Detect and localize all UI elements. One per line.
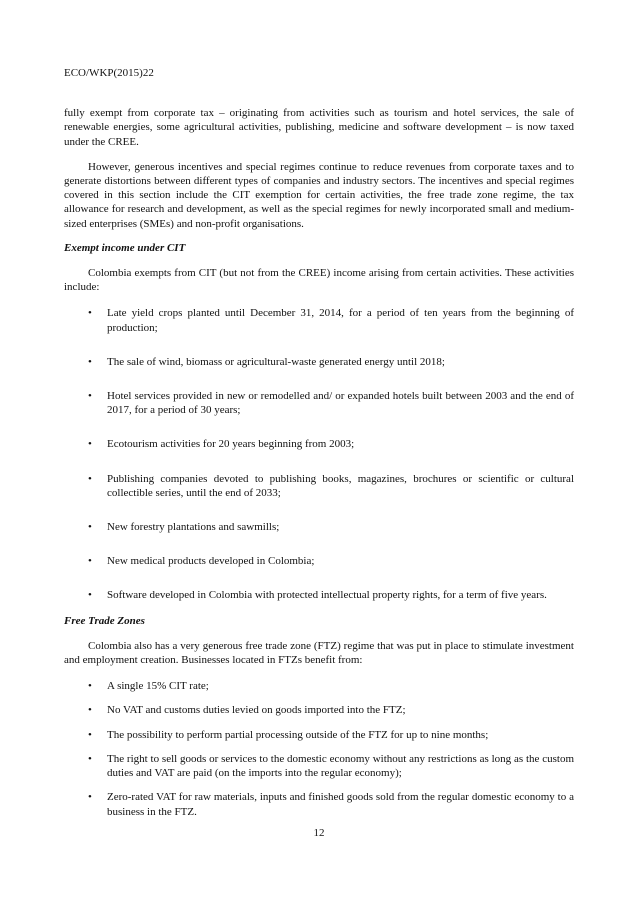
section-intro: Colombia also has a very generous free trade zone (FTZ) regime that was put in place to stimulate investment and employment creation. Businesses located in FTZs benefit from:: [64, 639, 574, 667]
section-heading-free-trade-zones: Free Trade Zones: [64, 614, 145, 627]
bullet-icon: •: [88, 791, 92, 804]
list-item: • No VAT and customs duties levied on goods imported into the FTZ;: [88, 704, 406, 717]
list-item: • Publishing companies devoted to publishing books, magazines, brochures or scientific or cultural collectible series, until the end of 2033;: [88, 472, 574, 499]
bullet-icon: •: [88, 555, 92, 568]
bullet-icon: •: [88, 390, 92, 403]
section-heading-exempt-income: Exempt income under CIT: [64, 241, 186, 254]
list-item: • New medical products developed in Colombia;: [88, 555, 315, 568]
list-item: • Zero-rated VAT for raw materials, inputs and finished goods sold from the regular domestic economy to a business in the FTZ.: [88, 791, 574, 818]
list-item: • Ecotourism activities for 20 years beginning from 2003;: [88, 438, 355, 451]
bullet-icon: •: [88, 355, 92, 368]
bullet-icon: •: [88, 680, 92, 693]
list-item: • The possibility to perform partial processing outside of the FTZ for up to nine months;: [88, 728, 489, 741]
exempt-activities-list: [64, 306, 574, 602]
ftz-benefits-list: [64, 679, 574, 818]
bullet-icon: •: [88, 704, 92, 717]
bullet-icon: •: [88, 307, 92, 320]
list-item: • Hotel services provided in new or remodelled and/ or expanded hotels built between 2003 and the end of 2017, for a period of 30 years;: [88, 390, 574, 417]
page-number: 12: [313, 827, 325, 839]
list-item: • Late yield crops planted until December 31, 2014, for a period of ten years from the beginning of production;: [88, 307, 574, 334]
bullet-icon: •: [88, 752, 92, 765]
bullet-icon: •: [88, 472, 92, 485]
bullet-icon: •: [88, 521, 92, 534]
bullet-icon: •: [88, 589, 92, 602]
list-item: • The right to sell goods or services to the domestic economy without any restrictions as long as the custom duties and VAT are paid (on the imports into the regular economy);: [88, 752, 574, 780]
paragraph: However, generous incentives and special regimes continue to reduce revenues from corporate taxes and to generate distortions between different types of companies and industry sectors. The incentives and special regimes covered in this section include the CIT exemption for certain activities, the free trade zone regime, the tax allowance for research and development, as well as the special regimes for newly incorporated small and medium-sized enterprises (SMEs) and non-profit organisations.: [64, 160, 574, 230]
bullet-icon: •: [88, 438, 92, 451]
list-item: • The sale of wind, biomass or agricultural-waste generated energy until 2018;: [88, 355, 445, 368]
section-intro: Colombia exempts from CIT (but not from the CREE) income arising from certain activities. These activities include:: [64, 267, 574, 294]
list-item: • New forestry plantations and sawmills;: [88, 521, 280, 534]
bullet-icon: •: [88, 728, 92, 741]
document-id: ECO/WKP(2015)22: [64, 67, 154, 79]
list-item: • Software developed in Colombia with protected intellectual property rights, for a term of five years.: [88, 589, 547, 602]
list-item: • A single 15% CIT rate;: [88, 680, 209, 693]
paragraph: fully exempt from corporate tax – originating from activities such as tourism and hotel services, the sale of renewable energies, some agricultural activities, publishing, medicine and software development – is now taxed under the CREE.: [64, 107, 574, 148]
